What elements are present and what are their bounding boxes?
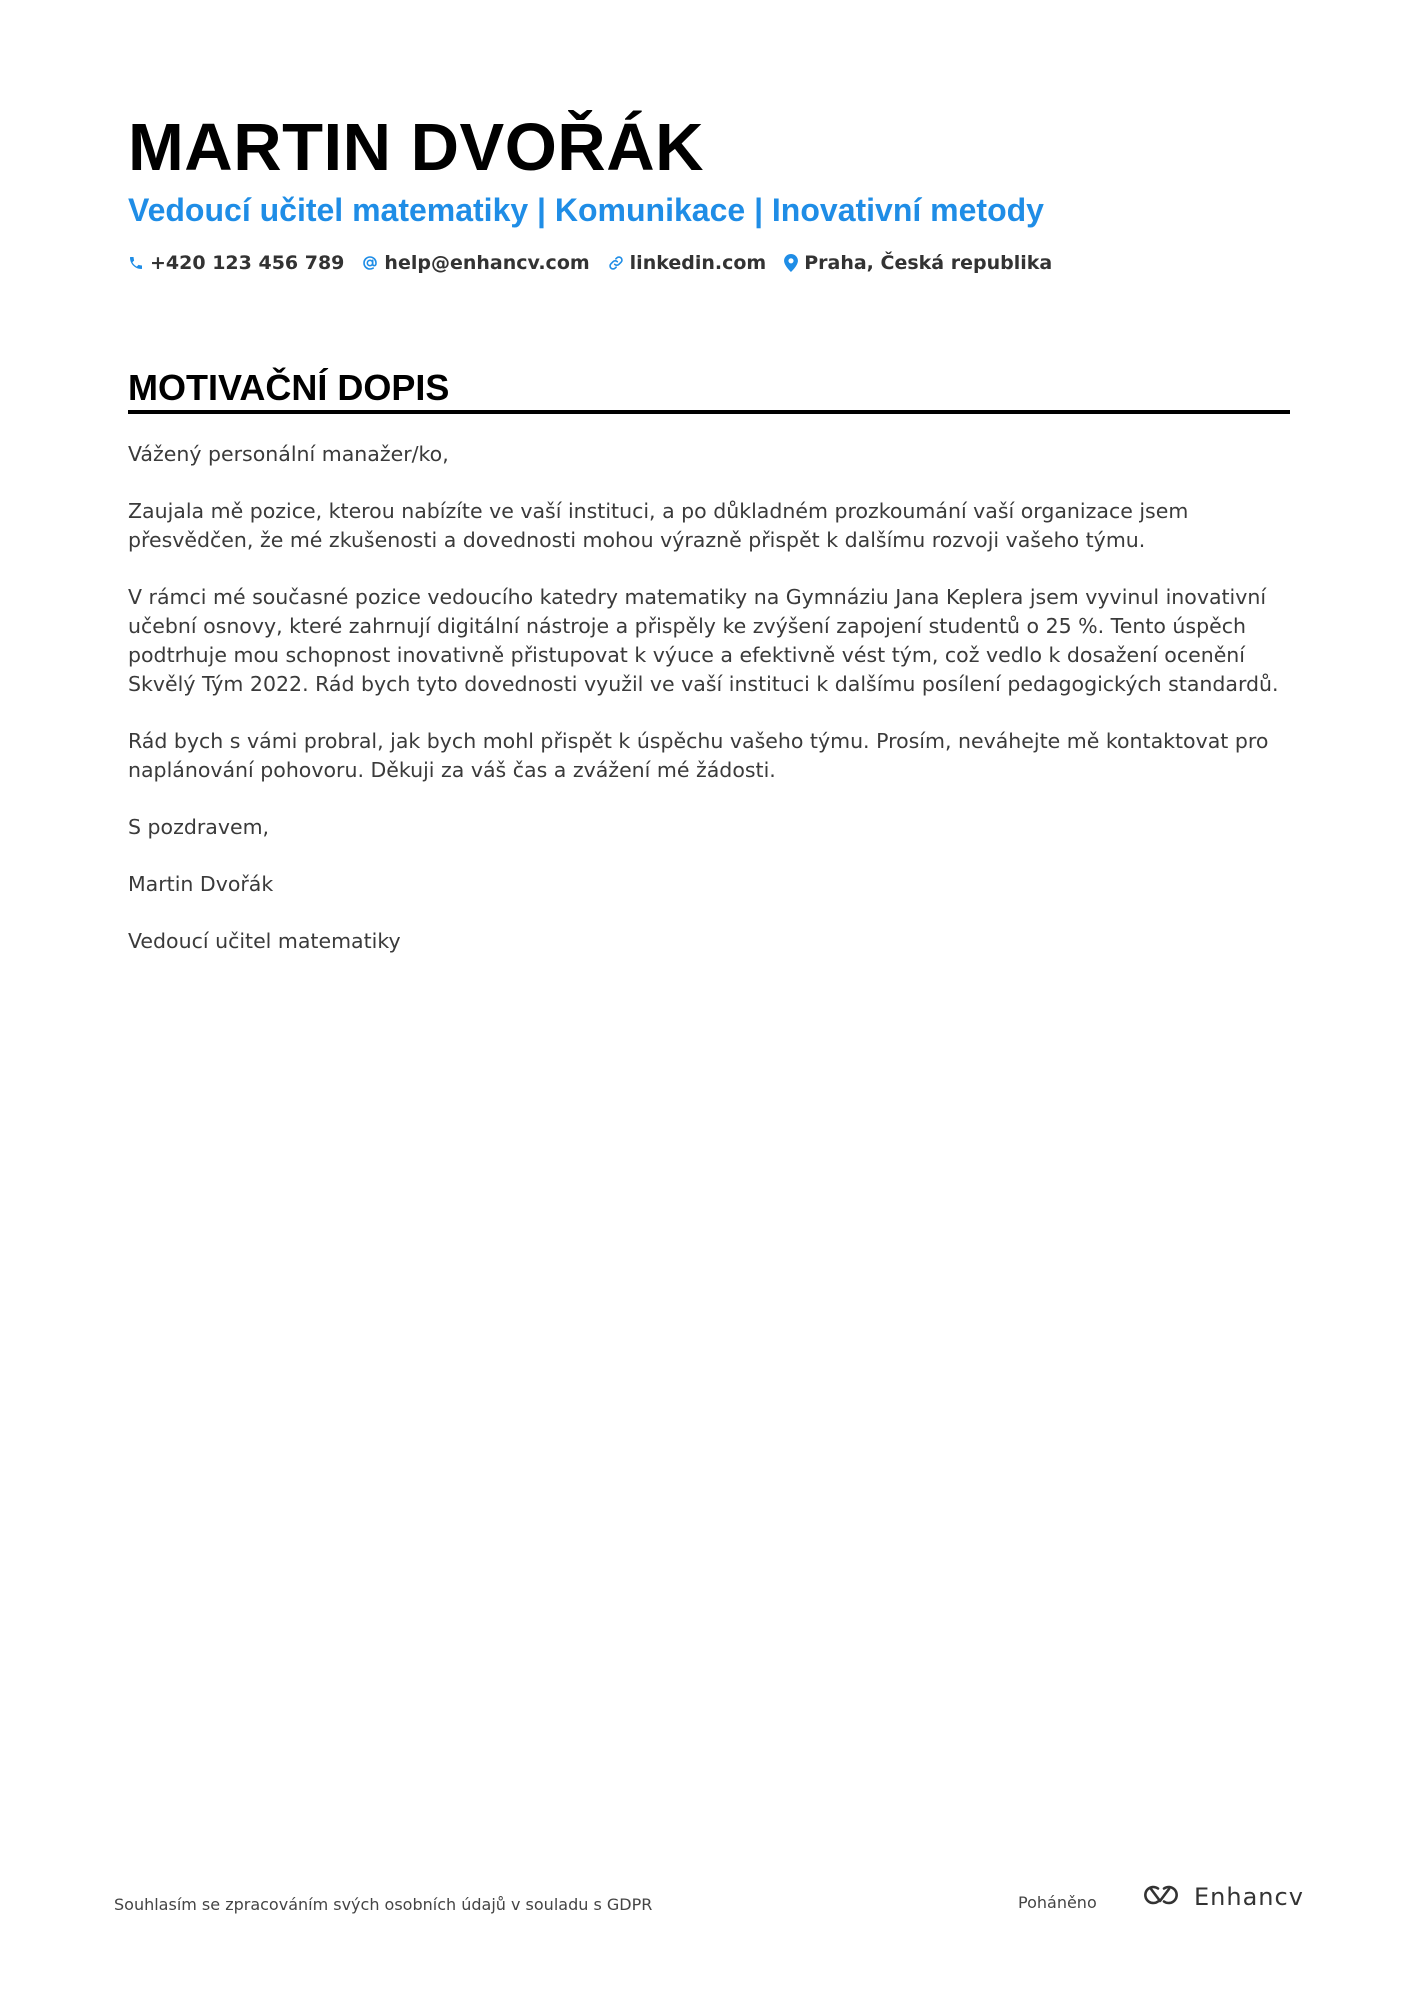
phone-text: +420 123 456 789 — [150, 252, 345, 274]
letter-paragraph: Zaujala mě pozice, kterou nabízíte ve vaší instituci, a po důkladném prozkoumání vaší organizace jsem přesvědčen, že mé zkušenosti a dovednosti mohou výrazně přispět k dalšímu rozvoji vašeho týmu. — [128, 499, 1189, 552]
enhancv-logo-icon — [1138, 1882, 1184, 1912]
signature-title: Vedoucí učitel matematiky — [128, 929, 401, 953]
contact-linkedin[interactable] — [608, 252, 767, 274]
section-title: MOTIVAČNÍ DOPIS — [128, 367, 450, 408]
candidate-headline: Vedoucí učitel matematiky | Komunikace | Inovativní metody — [128, 192, 1044, 228]
contact-phone[interactable] — [128, 252, 344, 274]
link-icon — [608, 255, 624, 271]
at-icon — [362, 255, 378, 271]
contact-email[interactable] — [362, 252, 589, 274]
brand-logo[interactable] — [1138, 1882, 1304, 1912]
letter-closing: S pozdravem, — [128, 815, 270, 839]
candidate-name: MARTIN DVOŘÁK — [128, 110, 704, 185]
brand-name: Enhancv — [1194, 1883, 1304, 1911]
section-divider — [128, 410, 1290, 414]
signature-name: Martin Dvořák — [128, 872, 274, 896]
email-text: help@enhancv.com — [384, 252, 590, 274]
contact-bar — [128, 252, 1052, 274]
phone-icon — [128, 255, 144, 271]
letter-greeting: Vážený personální manažer/ko, — [128, 442, 449, 466]
linkedin-text: linkedin.com — [629, 252, 767, 274]
location-pin-icon — [784, 254, 798, 272]
powered-by-label: Poháněno — [1018, 1893, 1097, 1912]
letter-paragraph: Rád bych s vámi probral, jak bych mohl přispět k úspěchu vašeho týmu. Prosím, neváhejte mě kontaktovat pro naplánování pohovoru. Děkuji za váš čas a zvážení mé žádosti. — [128, 729, 1269, 782]
contact-location — [784, 252, 1052, 274]
location-text: Praha, Česká republika — [804, 252, 1053, 274]
letter-body — [128, 440, 1290, 984]
letter-paragraph: V rámci mé současné pozice vedoucího katedry matematiky na Gymnáziu Jana Keplera jsem vyvinul inovativní učební osnovy, které zahrnují digitální nástroje a přispěly ke zvýšení zapojení studentů o 25 %. Tento úspěch podtrhuje mou schopnost inovativně přistupovat k výuce a efektivně vést tým, což vedlo k dosažení ocenění Skvělý Tým 2022. Rád bych tyto dovednosti využil ve vaší instituci k dalšímu posílení pedagogických standardů. — [128, 585, 1279, 696]
gdpr-consent: Souhlasím se zpracováním svých osobních údajů v souladu s GDPR — [114, 1895, 653, 1914]
